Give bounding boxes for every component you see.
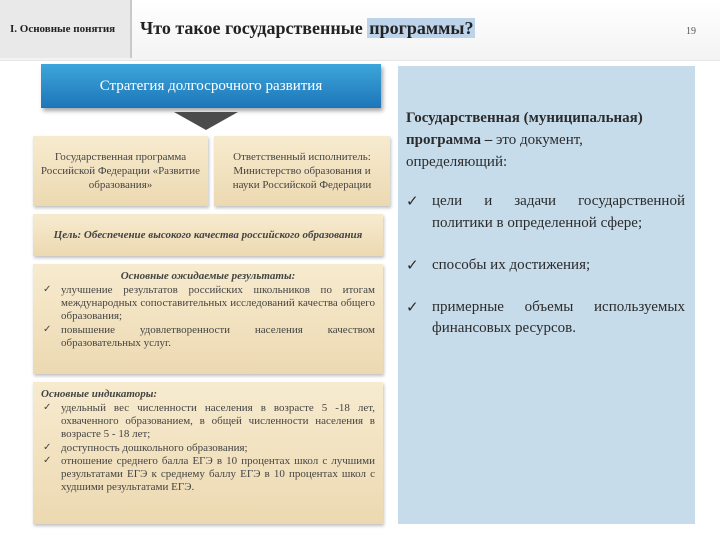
strategy-banner: Стратегия долгосрочного развития	[41, 64, 381, 108]
definition-text	[406, 108, 685, 173]
definition-point	[406, 255, 685, 277]
program-box: Государственная программа Российской Федерации «Развитие образования»	[33, 136, 208, 206]
goal-box: Цель: Обеспечение высокого качества российского образования	[33, 214, 383, 256]
definition-point	[406, 297, 685, 341]
checkmark-icon: ✓	[406, 297, 419, 316]
results-item: ✓ улучшение результатов российских школьников по итогам международных сопоставительных исследований качества общего образования;	[41, 284, 375, 324]
definition-rest: это документ, определяющий:	[406, 131, 583, 170]
title-highlight: программы?	[369, 18, 474, 38]
section-label: I. Основные понятия	[0, 0, 132, 58]
results-item: ✓ повышение удовлетворенности населения качеством образовательных услуг.	[41, 324, 375, 350]
definition-point	[406, 191, 685, 235]
definition-points	[406, 191, 685, 340]
page-number: 19	[686, 26, 696, 37]
title-text: Что такое государственные	[140, 18, 368, 38]
indicators-box	[33, 382, 383, 524]
executor-box: Ответственный исполнитель: Министерство образования и науки Российской Федерации	[214, 136, 390, 206]
header-bar	[0, 0, 720, 61]
checkmark-icon: ✓	[406, 255, 419, 274]
results-box	[33, 264, 383, 374]
point-text: цели и задачи государственной политики в определенной сфере;	[432, 193, 685, 231]
point-text: способы их достижения;	[432, 256, 591, 273]
results-list	[41, 284, 375, 350]
indicator-item: ✓ удельный вес численности населения в возрасте 5 -18 лет, охваченного образованием, в общей численности населения в возрасте 5 - 18 лет;	[41, 402, 375, 442]
indicator-item: ✓ доступность дошкольного образования;	[41, 442, 375, 455]
indicators-list	[41, 402, 375, 494]
indicators-title: Основные индикаторы:	[41, 388, 158, 400]
point-text: примерные объемы используемых финансовых ресурсов.	[432, 298, 685, 337]
down-arrow-icon	[174, 112, 238, 130]
definition-panel	[398, 66, 695, 524]
results-title: Основные ожидаемые результаты:	[120, 270, 296, 282]
checkmark-icon: ✓	[406, 192, 419, 211]
indicator-item: ✓ отношение среднего балла ЕГЭ в 10 процентах школ с лучшими результатами ЕГЭ к среднему баллу ЕГЭ в 10 процентах школ с худшими результатами ЕГЭ.	[41, 455, 375, 495]
definition-term: Государственная (муниципальная) программа –	[406, 110, 643, 148]
page-title	[140, 18, 475, 39]
